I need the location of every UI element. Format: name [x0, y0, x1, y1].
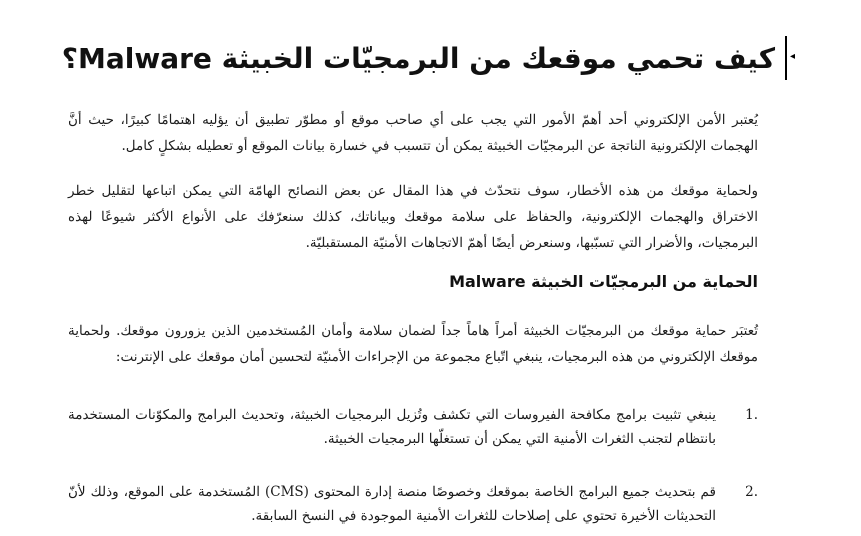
list-item-text: قم بتحديث جميع البرامج الخاصة بموقعك وخصوصًا منصة إدارة المحتوى (CMS) المُستخدمة على الموقع، وذلك لأنّ التحديثات الأخيرة تحتوي على إصلاحات للثغرات الأمنية الموجودة في النسخ السابقة.: [68, 484, 716, 524]
list-item: [68, 480, 758, 536]
list-item: [68, 403, 758, 459]
intro-paragraph: يُعتبر الأمن الإلكتروني أحد أهمّ الأمور التي يجب على أي صاحب موقع أو مطوّر تطبيق أن يؤليه اهتمامًا كبيرًا، حيث أنَّ الهجمات الإلكترونية الناتجة عن البرمجيّات الخبيثة يمكن أن تتسبب في خسارة بيانات الموقع أو تعطيله بشكلٍ كامل.: [68, 112, 758, 154]
cursor-arrow-icon: ◂: [789, 51, 795, 62]
protection-paragraph: تُعتبَر حماية موقعك من البرمجيّات الخبيثة أمراً هاماً جداً لضمان سلامة وأمان المُستخدمين الذين يزورون موقعك. ولحماية موقعك الإلكتروني من هذه البرمجيات، ينبغي اتّباع مجموعة من الإجراءات الأمنيّة لتحسين أمان موقعك على الإنترنت:: [68, 323, 758, 365]
list-item-number: 2.: [745, 484, 758, 500]
list-item-number: 1.: [745, 407, 758, 423]
list-item-text: ينبغي تثبيت برامج مكافحة الفيروسات التي تكشف وتُزيل البرمجيات الخبيثة، وتحديث البرامج والمكوّنات المستخدمة بانتظام لتجنب الثغرات الأمنية التي يمكن أن تستغلّها البرمجيات الخبيثة.: [68, 407, 716, 447]
page-title: كيف تحمي موقعك من البرمجيّات الخبيثة Malware؟: [61, 42, 775, 75]
purpose-paragraph: ولحماية موقعك من هذه الأخطار، سوف نتحدّث في هذا المقال عن بعض النصائح الهامّة التي يمكن اتباعها لتقليل خطر الاختراق والهجمات الإلكترونية، والحفاظ على سلامة موقعك وبياناتك، كذلك سنعرّفك على الأنواع الأكثر شيوعًا لهذه البرمجيات، والأضرار التي تسبّبها، وسنعرض أيضًا أهمّ الاتجاهات الأمنيّة المستقبليّة.: [68, 183, 758, 251]
section-heading: الحماية من البرمجيّات الخبيثة Malware: [449, 272, 758, 291]
text-cursor: [785, 36, 787, 80]
title-row: [61, 34, 795, 84]
